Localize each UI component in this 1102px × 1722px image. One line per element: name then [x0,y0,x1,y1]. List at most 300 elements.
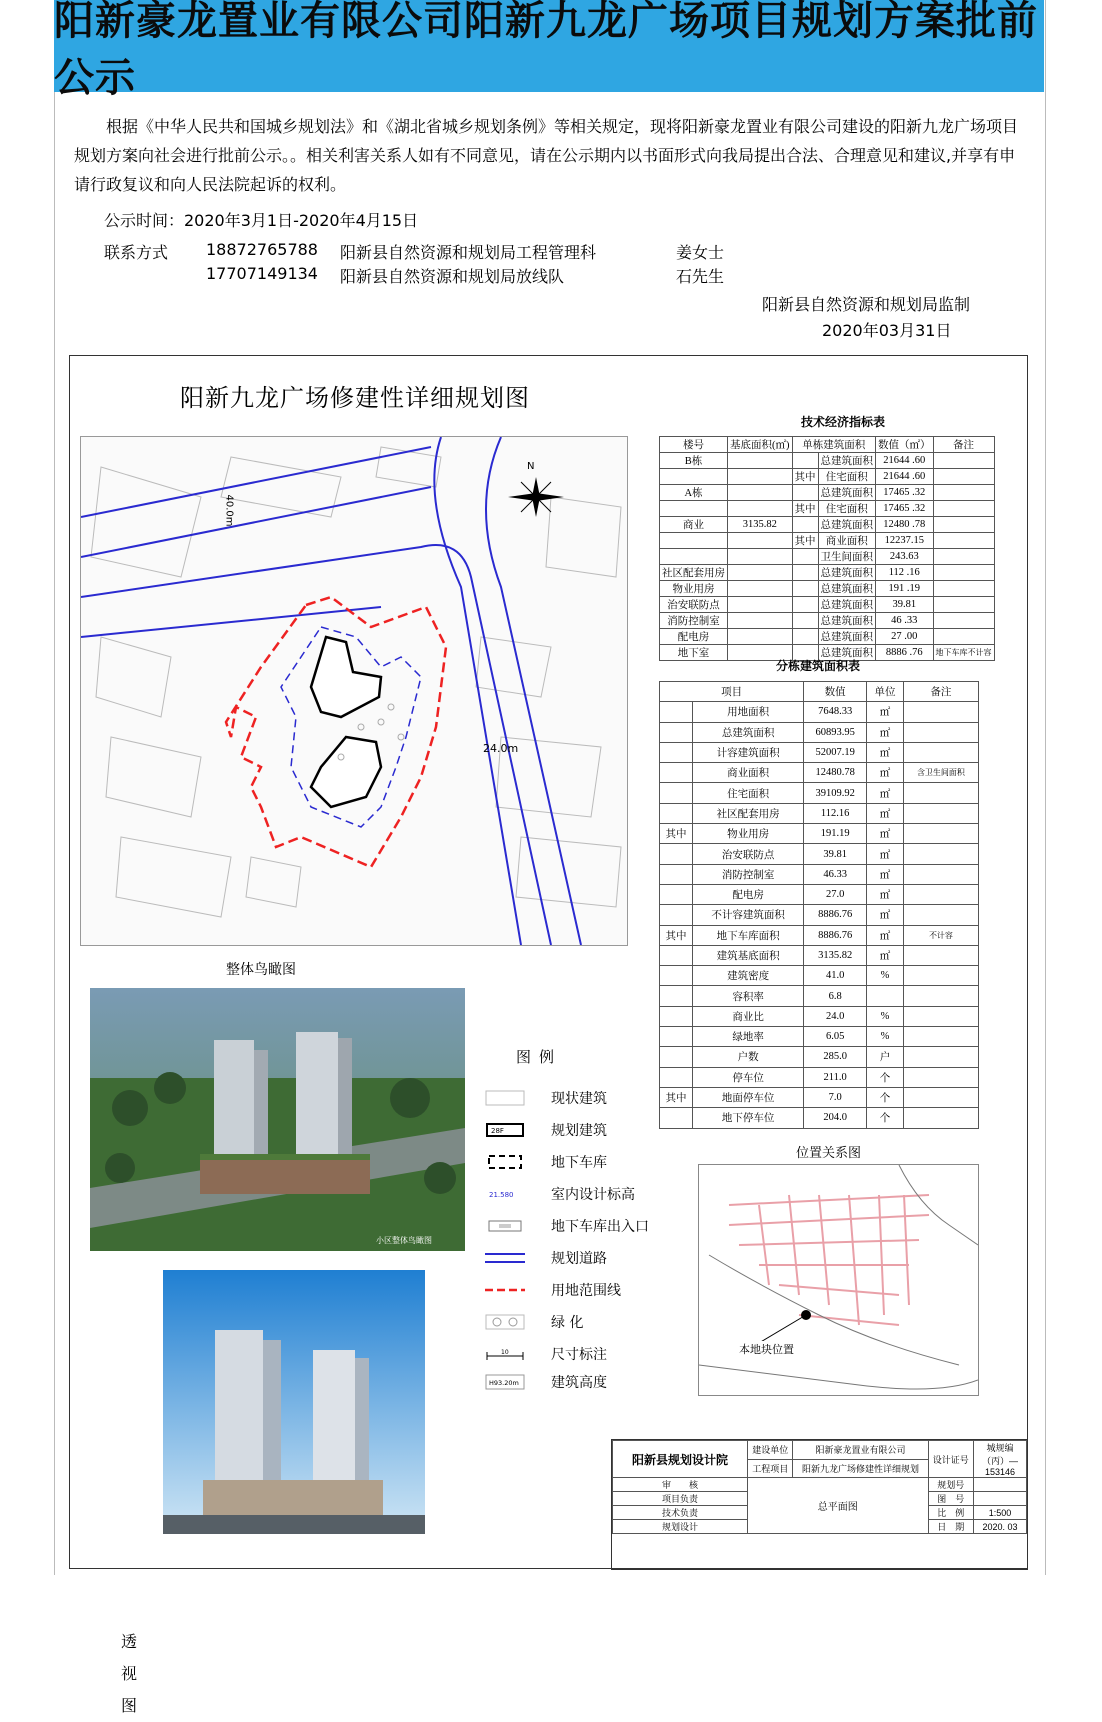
tb-drawing: 总平面图 [748,1478,929,1534]
legend-label: 地下车库 [551,1155,607,1171]
tech-table-row [660,613,995,629]
tech-cell-sub [792,453,818,469]
area-cell-note: 含卫生间面积 [903,763,978,783]
tb-unit-label: 建设单位 [748,1441,793,1460]
area-cell-grp [660,884,693,904]
tech-table-row [660,485,995,501]
tech-cell-sub [792,581,818,597]
tb-row-audit: 审 核 [613,1478,748,1492]
tech-cell-item: 商业面积 [818,533,876,549]
area-table-row [660,1067,979,1087]
svg-text:H93.20m: H93.20m [489,1379,519,1387]
area-table-row [660,803,979,823]
tech-cell-item: 总建筑面积 [818,581,876,597]
area-table-row [660,763,979,783]
area-cell-note [903,1067,978,1087]
tb-row-v2-4: 2020. 03 [974,1520,1027,1534]
legend-item [485,1280,621,1300]
tech-cell-sub [792,485,818,501]
tech-cell-note [933,517,994,533]
area-cell-item: 绿地率 [693,1027,804,1047]
tb-row-tech-lead: 技术负责 [613,1506,748,1520]
area-cell-note [903,884,978,904]
perspective-rendering [163,1270,425,1534]
tech-cell-base [728,485,793,501]
tb-row-k2-2: 图 号 [928,1492,973,1506]
area-table-row [660,1027,979,1047]
area-cell-val: 6.8 [804,986,867,1006]
area-cell-item: 用地面积 [693,702,804,722]
tech-cell-val: 39.81 [876,597,934,613]
tech-cell-base [728,565,793,581]
tech-cell-note [933,581,994,597]
location-map-drawing [699,1165,978,1395]
contact-label: 联系方式 [104,243,169,262]
area-cell-note [903,783,978,803]
tech-cell-bld: A栋 [660,485,728,501]
area-cell-unit: ㎡ [867,722,904,742]
tb-row-design: 规划设计 [613,1520,748,1534]
tech-cell-bld [660,533,728,549]
area-cell-val: 3135.82 [804,945,867,965]
tech-cell-note [933,501,994,517]
legend-item [485,1216,649,1236]
legend-label: 规划建筑 [551,1123,607,1139]
tech-cell-base [728,469,793,485]
tb-row-v2-2 [974,1492,1027,1506]
tech-cell-note [933,485,994,501]
tech-cell-val: 21644 .60 [876,453,934,469]
area-table-row [660,722,979,742]
area-cell-unit: ㎡ [867,803,904,823]
tech-cell-note [933,629,994,645]
location-label: 本地块位置 [739,1343,794,1356]
area-cell-unit: ㎡ [867,844,904,864]
area-table-row [660,884,979,904]
tech-cell-note [933,549,994,565]
legend-item [485,1344,607,1364]
area-cell-unit: ㎡ [867,763,904,783]
legend-label: 尺寸标注 [551,1347,607,1363]
area-cell-grp [660,722,693,742]
tech-table-row [660,565,995,581]
tb-row-v2-3: 1:500 [974,1506,1027,1520]
area-cell-grp [660,844,693,864]
page-title: 阳新豪龙置业有限公司阳新九龙广场项目规划方案批前公示 [54,0,1038,101]
area-table-row [660,824,979,844]
planned-building-icon [485,1122,525,1138]
legend-item [485,1120,607,1140]
area-cell-note [903,945,978,965]
area-cell-item: 总建筑面积 [693,722,804,742]
area-cell-grp [660,905,693,925]
tech-cell-bld: 配电房 [660,629,728,645]
notice-date: 2020年03月31日 [822,321,952,340]
aerial-rendering-image [90,988,465,1251]
aerial-title: 整体鸟瞰图 [226,962,296,978]
tb-row-k2-3: 比 例 [928,1506,973,1520]
area-cell-grp [660,986,693,1006]
tech-cell-val: 243.63 [876,549,934,565]
area-cell-val: 60893.95 [804,722,867,742]
plan-sheet [69,355,1028,1715]
area-cell-note [903,1047,978,1067]
tech-cell-base [728,629,793,645]
area-table-row [660,844,979,864]
area-cell-val: 7648.33 [804,702,867,722]
tech-cell-bld [660,549,728,565]
legend-label: 现状建筑 [551,1091,607,1107]
legend-label: 规划道路 [551,1251,607,1267]
tech-table-row [660,517,995,533]
tech-cell-val: 12237.15 [876,533,934,549]
area-cell-item: 消防控制室 [693,864,804,884]
area-cell-grp [660,742,693,762]
tech-table-row [660,581,995,597]
tech-header-note: 备注 [933,437,994,453]
area-table-row [660,864,979,884]
legend-item [485,1184,635,1204]
tb-cert: 城规编（丙）—153146 [974,1441,1027,1478]
dimension-icon [485,1346,525,1362]
area-table-row [660,1108,979,1128]
notice-body [74,112,1024,199]
area-cell-unit: ㎡ [867,925,904,945]
area-cell-unit: ㎡ [867,824,904,844]
area-cell-note: 不计容 [903,925,978,945]
indoor-elevation-icon [485,1186,525,1202]
aerial-rendering [90,988,465,1251]
tb-unit: 阳新豪龙置业有限公司 [793,1441,928,1460]
tech-cell-sub [792,613,818,629]
greening-icon [485,1314,525,1330]
location-title: 位置关系图 [796,1146,862,1161]
tech-cell-base [728,501,793,517]
area-cell-note [903,824,978,844]
area-cell-item: 容积率 [693,986,804,1006]
tech-header-bld: 楼号 [660,437,728,453]
tech-cell-bld: 消防控制室 [660,613,728,629]
tech-cell-sub: 其中 [792,501,818,517]
area-cell-grp [660,966,693,986]
tech-cell-item: 总建筑面积 [818,629,876,645]
legend-item [485,1248,607,1268]
area-table-row [660,1006,979,1026]
area-cell-unit: ㎡ [867,884,904,904]
contact-person-1: 姜女士 [676,243,725,262]
tech-table-row [660,533,995,549]
existing-building-icon [485,1090,525,1106]
tech-cell-item: 住宅面积 [818,501,876,517]
area-cell-grp [660,1108,693,1128]
area-cell-item: 计容建筑面积 [693,742,804,762]
tech-cell-bld: 社区配套用房 [660,565,728,581]
area-cell-item: 商业比 [693,1006,804,1026]
area-cell-val: 12480.78 [804,763,867,783]
contact-person-2: 石先生 [676,267,725,286]
tech-cell-sub [792,597,818,613]
area-table-row [660,742,979,762]
legend-label: 绿 化 [551,1315,584,1331]
aerial-caption: 小区整体鸟瞰图 [376,1236,432,1245]
tech-cell-sub [792,565,818,581]
tech-cell-note [933,453,994,469]
tech-cell-val: 112 .16 [876,565,934,581]
tech-cell-item: 总建筑面积 [818,597,876,613]
garage-entrance-icon [485,1218,525,1234]
area-cell-val: 41.0 [804,966,867,986]
legend-label: 地下车库出入口 [551,1219,649,1235]
building-height-icon [485,1374,525,1390]
title-block-table [612,1440,1027,1534]
tech-cell-item: 总建筑面积 [818,613,876,629]
area-cell-val: 46.33 [804,864,867,884]
tech-cell-base [728,533,793,549]
area-cell-grp: 其中 [660,925,693,945]
tech-cell-val: 27 .00 [876,629,934,645]
tech-cell-item: 总建筑面积 [818,453,876,469]
area-cell-unit: ㎡ [867,945,904,965]
area-cell-grp: 其中 [660,1087,693,1107]
tb-row-k2-1: 规划号 [928,1478,973,1492]
area-cell-val: 6.05 [804,1027,867,1047]
site-plan [80,436,628,946]
tech-cell-item: 总建筑面积 [818,517,876,533]
area-cell-val: 7.0 [804,1087,867,1107]
area-cell-note [903,986,978,1006]
area-cell-item: 建筑基底面积 [693,945,804,965]
area-cell-val: 211.0 [804,1067,867,1087]
area-cell-grp [660,1067,693,1087]
tech-cell-note [933,533,994,549]
perspective-rendering-image [163,1270,425,1534]
tech-cell-val: 17465 .32 [876,501,934,517]
tech-cell-base [728,549,793,565]
svg-text:28F: 28F [491,1127,504,1135]
area-cell-val: 52007.19 [804,742,867,762]
tech-cell-note [933,565,994,581]
area-cell-item: 户数 [693,1047,804,1067]
area-cell-unit: % [867,1006,904,1026]
area-cell-item: 地面停车位 [693,1087,804,1107]
area-cell-note [903,864,978,884]
tech-cell-bld: 物业用房 [660,581,728,597]
area-cell-note [903,722,978,742]
area-cell-unit: ㎡ [867,742,904,762]
page-header [54,0,1044,101]
tech-cell-item: 卫生间面积 [818,549,876,565]
area-cell-unit: 个 [867,1067,904,1087]
area-cell-note [903,702,978,722]
tech-cell-base [728,581,793,597]
tech-table-row [660,501,995,517]
contact-phone-2: 17707149134 [206,264,318,283]
area-cell-item: 不计容建筑面积 [693,905,804,925]
tech-cell-sub [792,549,818,565]
tb-row-project-lead: 项目负责 [613,1492,748,1506]
tb-institute: 阳新县规划设计院 [613,1441,748,1478]
tech-cell-item: 住宅面积 [818,469,876,485]
tech-cell-sub: 其中 [792,469,818,485]
area-table-row [660,1047,979,1067]
tech-cell-bld [660,469,728,485]
legend-item [485,1312,583,1332]
road-width-label-2: 40.0m [223,494,235,527]
area-cell-note [903,1087,978,1107]
area-cell-grp [660,1047,693,1067]
area-cell-val: 112.16 [804,803,867,823]
tech-cell-val: 21644 .60 [876,469,934,485]
area-cell-grp [660,803,693,823]
tb-project: 阳新九龙广场修建性详细规划 [793,1459,928,1478]
contact-phone-1: 18872765788 [206,240,318,259]
tech-table-row [660,629,995,645]
area-cell-item: 地下停车位 [693,1108,804,1128]
area-cell-item: 配电房 [693,884,804,904]
tech-table-row [660,469,995,485]
area-cell-item: 社区配套用房 [693,803,804,823]
area-table-row [660,702,979,722]
tech-cell-bld: 治安联防点 [660,597,728,613]
tech-table-row [660,453,995,469]
legend-label: 建筑高度 [551,1375,607,1391]
tech-cell-item: 总建筑面积 [818,485,876,501]
tech-header-val: 数值（㎡） [876,437,934,453]
svg-text:21.580: 21.580 [489,1191,514,1199]
perspective-char-1: 透 [120,1632,137,1651]
tech-cell-val: 17465 .32 [876,485,934,501]
north-label: N [527,461,535,472]
tech-cell-val: 46 .33 [876,613,934,629]
area-cell-unit: ㎡ [867,864,904,884]
tech-cell-note [933,597,994,613]
tb-project-label: 工程项目 [748,1459,793,1478]
legend-item [485,1152,607,1172]
svg-text:10: 10 [501,1349,509,1356]
tech-cell-base: 3135.82 [728,517,793,533]
area-cell-val: 24.0 [804,1006,867,1026]
area-cell-item: 物业用房 [693,824,804,844]
tb-row-k2-4: 日 期 [928,1520,973,1534]
area-table-row [660,925,979,945]
underground-garage-icon [485,1154,525,1170]
area-cell-item: 商业面积 [693,763,804,783]
area-cell-val: 191.19 [804,824,867,844]
tech-table-header [660,437,995,453]
tech-table-title: 技术经济指标表 [801,415,886,429]
area-cell-item: 停车位 [693,1067,804,1087]
tech-cell-sub [792,629,818,645]
area-table-row [660,905,979,925]
area-cell-note [903,742,978,762]
sheet-title: 阳新九龙广场修建性详细规划图 [180,384,530,412]
perspective-label [119,1626,139,1722]
area-cell-grp: 其中 [660,824,693,844]
area-cell-grp [660,763,693,783]
road-width-label: 24.0m [483,742,519,755]
tech-table-row [660,549,995,565]
notice-text: 根据《中华人民共和国城乡规划法》和《湖北省城乡规划条例》等相关规定，现将阳新豪龙置业有限公司建设的阳新九龙广场项目规划方案向社会进行批前公示。。相关利害关系人如有不同意见，请在公示期内以书面形式向我局提出合法、合理意见和建议,并享有申请行政复议和向人民法院起诉的权利。 [74,117,1019,194]
tech-cell-val: 8886 .76 [876,645,934,661]
area-cell-unit: ㎡ [867,905,904,925]
tech-cell-val: 12480 .78 [876,517,934,533]
area-cell-unit: ㎡ [867,783,904,803]
area-cell-unit: % [867,1027,904,1047]
legend-item [485,1372,607,1392]
area-cell-item: 地下车库面积 [693,925,804,945]
area-cell-note [903,844,978,864]
area-table-row [660,1087,979,1107]
tech-cell-val: 191 .19 [876,581,934,597]
area-cell-note [903,905,978,925]
tech-cell-sub: 其中 [792,533,818,549]
perspective-char-3: 图 [120,1696,137,1715]
area-cell-grp [660,1027,693,1047]
planned-road-icon [485,1250,525,1266]
area-cell-grp [660,702,693,722]
title-block [611,1439,1028,1570]
area-cell-unit: 个 [867,1087,904,1107]
area-cell-item: 治安联防点 [693,844,804,864]
area-cell-note [903,1108,978,1128]
area-cell-unit: 户 [867,1047,904,1067]
legend-label: 室内设计标高 [551,1187,635,1203]
area-cell-val: 8886.76 [804,925,867,945]
area-cell-note [903,803,978,823]
tech-cell-bld: 商业 [660,517,728,533]
area-table-title: 分栋建筑面积表 [776,659,861,673]
tech-cell-bld [660,501,728,517]
area-table-row [660,986,979,1006]
area-table-row [660,945,979,965]
area-cell-grp [660,945,693,965]
area-cell-unit: 个 [867,1108,904,1128]
area-cell-val: 27.0 [804,884,867,904]
contact-dept-1: 阳新县自然资源和规划局工程管理科 [340,243,597,262]
area-cell-note [903,966,978,986]
tech-cell-bld: B栋 [660,453,728,469]
area-cell-note [903,1027,978,1047]
area-cell-val: 39109.92 [804,783,867,803]
site-plan-drawing [81,437,627,945]
location-map [698,1164,979,1396]
legend-title: 图例 [516,1048,563,1066]
tech-cell-note [933,469,994,485]
tech-cell-note: 地下车库不计容 [933,645,994,661]
area-table-header [660,682,979,702]
area-cell-val: 204.0 [804,1108,867,1128]
area-table-row [660,783,979,803]
contact-dept-2: 阳新县自然资源和规划局放线队 [340,267,565,286]
area-cell-unit: % [867,966,904,986]
legend-item [485,1088,607,1108]
tb-row-v2-1 [974,1478,1027,1492]
area-cell-unit: ㎡ [867,702,904,722]
area-cell-item: 建筑密度 [693,966,804,986]
tech-cell-sub [792,517,818,533]
tech-cell-item: 总建筑面积 [818,565,876,581]
area-cell-grp [660,783,693,803]
area-table [659,681,979,1129]
signer: 阳新县自然资源和规划局监制 [762,295,971,314]
area-cell-val: 39.81 [804,844,867,864]
land-boundary-icon [485,1282,525,1298]
tb-cert-label: 设计证号 [928,1441,973,1478]
area-header-unit: 单位 [867,682,904,702]
tech-cell-note [933,613,994,629]
legend-label: 用地范围线 [551,1283,621,1299]
area-cell-val: 285.0 [804,1047,867,1067]
